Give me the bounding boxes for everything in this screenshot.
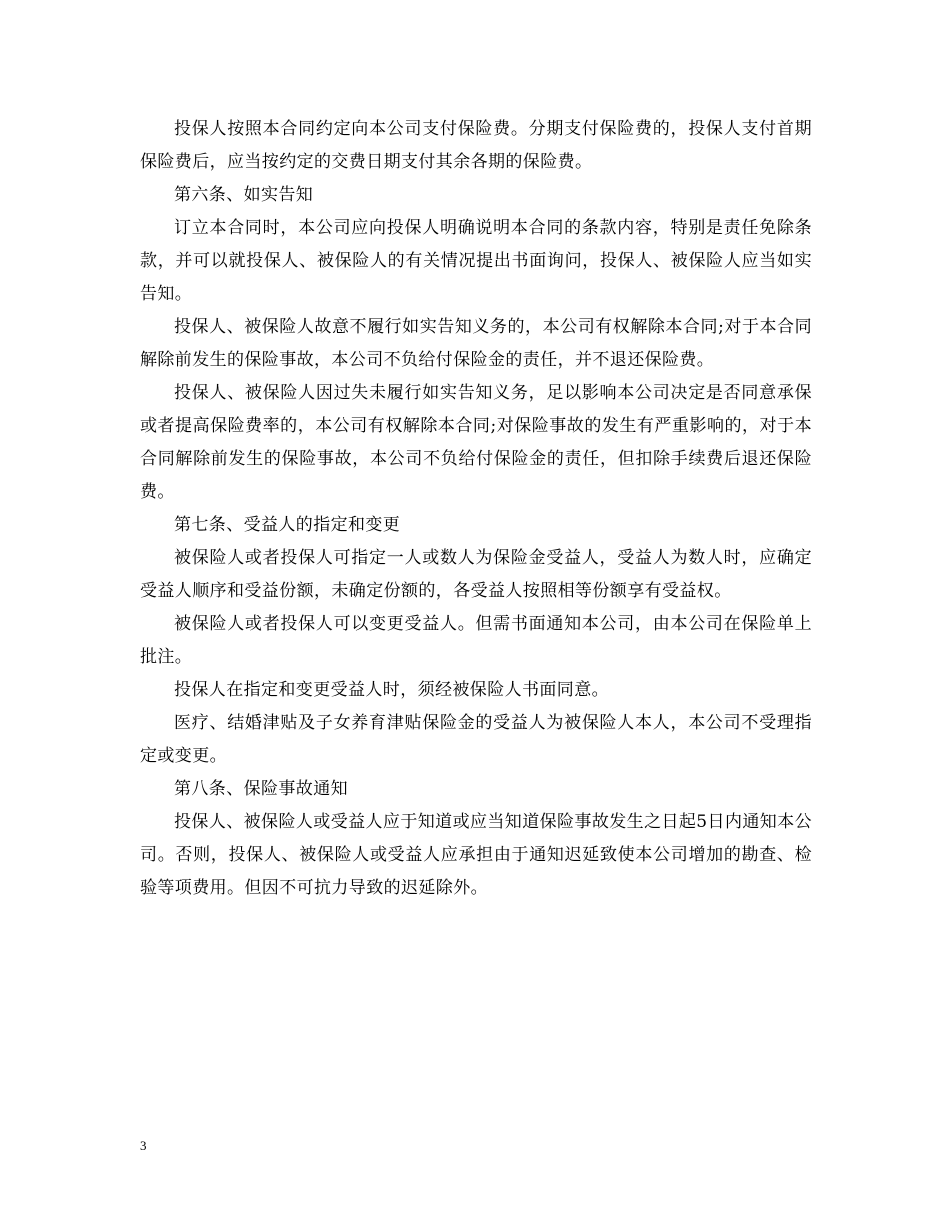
- paragraph-insured-consent: 投保人在指定和变更受益人时，须经被保险人书面同意。: [174, 680, 609, 700]
- paragraph-intentional-nondisclosure: 投保人、被保险人故意不履行如实告知义务的，本公司有权解除本合同;对于本合同解除前发生的保险事故，本公司不负给付保险金的责任，并不退还保险费。: [140, 317, 812, 370]
- document-body: [140, 113, 812, 905]
- paragraph-medical-beneficiary: 医疗、结婚津贴及子女养育津贴保险金的受益人为被保险人本人，本公司不受理指定或变更。: [140, 713, 812, 766]
- paragraph-beneficiary-designation: 被保险人或者投保人可指定一人或数人为保险金受益人，受益人为数人时，应确定受益人顺序和受益份额，未确定份额的，各受益人按照相等份额享有受益权。: [140, 548, 812, 601]
- article-heading-6: 第六条、如实告知: [174, 185, 314, 205]
- article-heading-8: 第八条、保险事故通知: [174, 779, 348, 799]
- paragraph-disclosure-duty: 订立本合同时，本公司应向投保人明确说明本合同的条款内容，特别是责任免除条款，并可以就投保人、被保险人的有关情况提出书面询问，投保人、被保险人应当如实告知。: [140, 218, 812, 304]
- paragraph-negligent-nondisclosure: 投保人、被保险人因过失未履行如实告知义务，足以影响本公司决定是否同意承保或者提高保险费率的，本公司有权解除本合同;对保险事故的发生有严重影响的，对于本合同解除前发生的保险事故，本公司不负给付保险金的责任，但扣除手续费后退还保险费。: [140, 383, 812, 502]
- article-heading-7: 第七条、受益人的指定和变更: [174, 515, 401, 535]
- paragraph-premium-payment: 投保人按照本合同约定向本公司支付保险费。分期支付保险费的，投保人支付首期保险费后，应当按约定的交费日期支付其余各期的保险费。: [140, 119, 812, 172]
- paragraph-accident-notice: 投保人、被保险人或受益人应于知道或应当知道保险事故发生之日起5日内通知本公司。否则，投保人、被保险人或受益人应承担由于通知迟延致使本公司增加的勘查、检验等项费用。但因不可抗力导致的迟延除外。: [140, 812, 812, 898]
- page-number: 3: [140, 1138, 147, 1153]
- paragraph-beneficiary-change: 被保险人或者投保人可以变更受益人。但需书面通知本公司，由本公司在保险单上批注。: [140, 614, 812, 667]
